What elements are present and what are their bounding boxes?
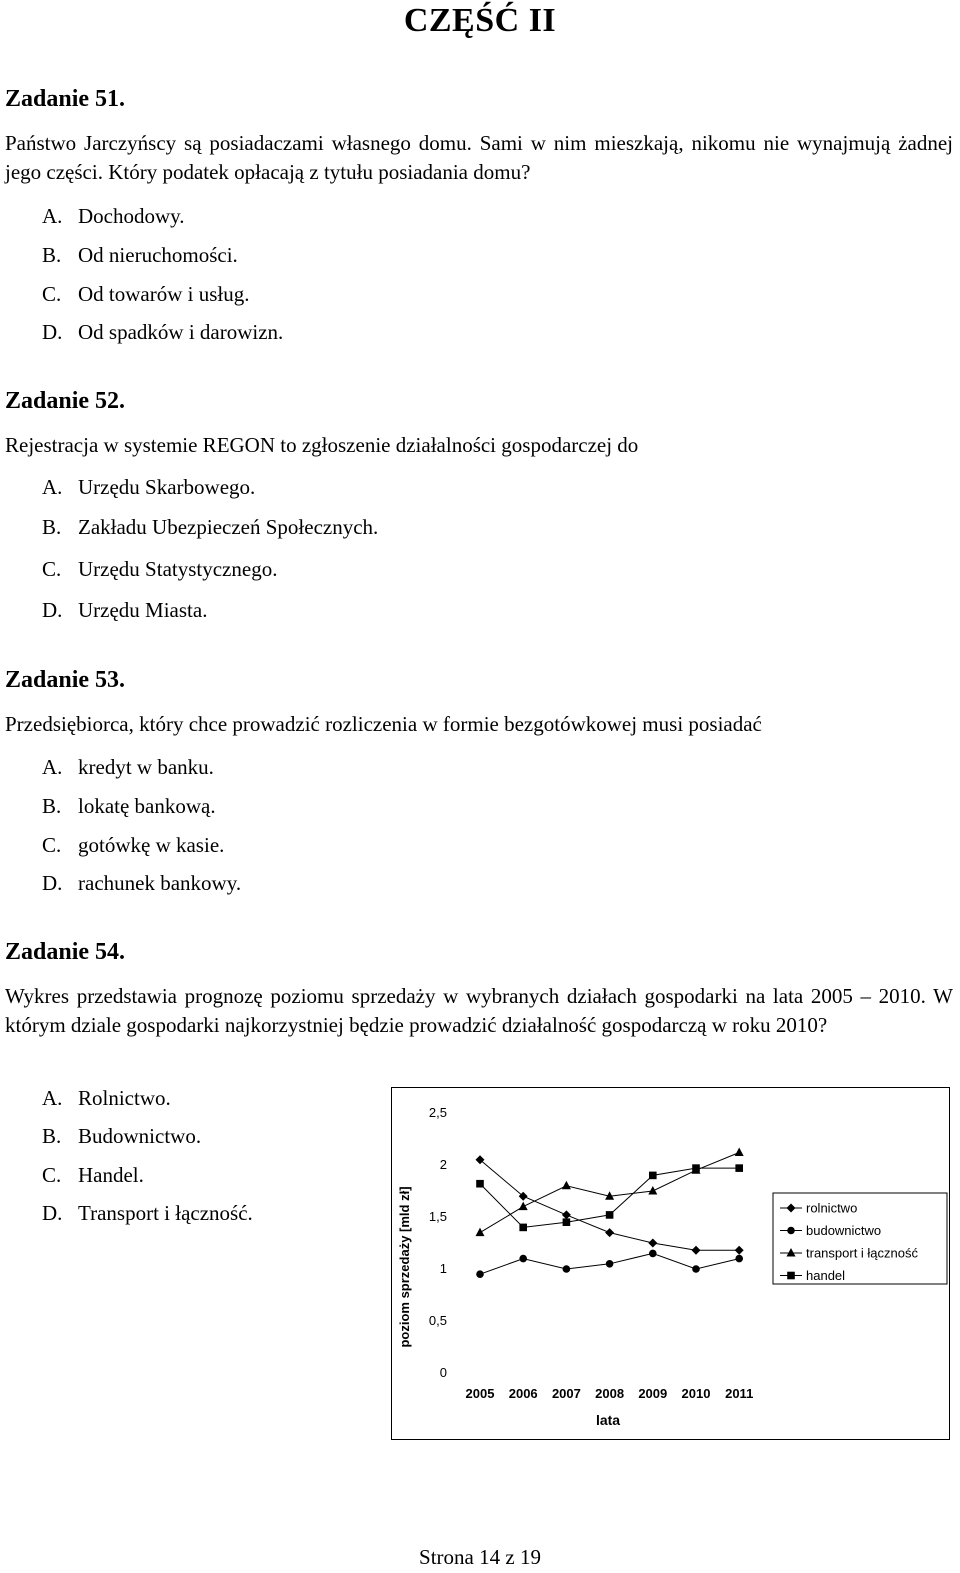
x-tick-label: 2008 [595,1386,625,1401]
option-text: Od spadków i darowizn. [78,320,284,344]
chart-legend [773,1193,947,1284]
circle-marker [606,1260,614,1268]
option-letter: B. [42,1124,62,1148]
square-marker [476,1180,484,1188]
option-text: Urzędu Statystycznego. [78,557,278,581]
y-tick-label: 0,5 [428,1313,447,1328]
option-letter: C. [42,557,62,581]
option-letter: D. [42,871,63,895]
task-54-option-b[interactable] [42,1124,201,1149]
part-title: CZĘŚĆ II [403,2,557,39]
x-axis-title: lata [595,1412,621,1428]
option-letter: B. [42,243,62,267]
square-marker [606,1211,614,1219]
legend-frame [773,1193,947,1284]
option-letter: D. [42,320,63,344]
option-text: Urzędu Miasta. [78,598,208,622]
task-51-question: Państwo Jarczyńscy są posiadaczami własnego domu. Sami w nim mieszkają, nikomu nie wynajmują żadnej jego części. Który podatek opłacają z tytułu posiadania domu? [5,131,953,184]
y-tick-label: 1,5 [428,1209,447,1224]
circle-marker [519,1255,527,1263]
x-tick-label: 2007 [551,1386,581,1401]
option-text: Transport i łączność. [78,1201,253,1225]
task-51-option-a[interactable] [42,204,185,229]
option-text: Urzędu Skarbowego. [78,475,256,499]
option-text: Handel. [78,1163,144,1187]
option-text: rachunek bankowy. [78,871,242,895]
x-tick-label: 2010 [681,1386,711,1401]
task-53-option-b[interactable] [42,794,216,819]
option-letter: B. [42,794,62,818]
option-letter: A. [42,755,63,779]
square-marker [519,1224,527,1232]
option-text: Od towarów i usług. [78,282,250,306]
task-53-question: Przedsiębiorca, który chce prowadzić rozliczenia w formie bezgotówkowej musi posiadać [5,712,762,736]
x-tick-label: 2011 [725,1386,754,1401]
legend-label: rolnictwo [806,1200,858,1216]
circle-marker [476,1270,484,1278]
option-text: lokatę bankową. [78,794,216,818]
option-text: Od nieruchomości. [78,243,238,267]
circle-marker [735,1255,743,1263]
option-letter: A. [42,475,63,499]
square-marker [563,1218,571,1226]
option-text: Rolnictwo. [78,1086,171,1110]
task-52-option-a[interactable] [42,475,255,500]
task-51-option-c[interactable] [42,282,250,307]
option-letter: A. [42,1086,63,1110]
task-51-option-d[interactable] [42,320,283,345]
circle-marker [649,1250,657,1258]
y-tick-label: 0 [439,1365,447,1380]
option-letter: C. [42,1163,62,1187]
option-letter: D. [42,1201,63,1225]
x-tick-label: 2005 [465,1386,495,1401]
square-marker [649,1172,657,1180]
task-52-heading: Zadanie 52. [5,388,126,414]
task-54-heading: Zadanie 54. [5,939,126,965]
task-52-option-c[interactable] [42,557,277,582]
option-text: kredyt w banku. [78,755,214,779]
option-text: Dochodowy. [78,204,185,228]
option-text: Budownictwo. [78,1124,202,1148]
y-tick-label: 1 [439,1261,447,1276]
task-53-option-c[interactable] [42,833,224,858]
task-53-option-d[interactable] [42,871,241,896]
x-tick-label: 2009 [638,1386,668,1401]
option-letter: D. [42,598,63,622]
legend-label: transport i łączność [806,1245,918,1261]
task-52-option-d[interactable] [42,598,207,623]
option-letter: B. [42,515,62,539]
legend-label: budownictwo [806,1223,882,1238]
task-54-question: Wykres przedstawia prognozę poziomu sprzedaży w wybranych działach gospodarki na lata 2005 – 2010. W którym dziale gospodarki najkorzystniej będzie prowadzić działalność gospodarczą w roku 2010? [5,984,953,1037]
x-tick-label: 2006 [508,1386,538,1401]
task-54-option-c[interactable] [42,1163,144,1188]
sales-forecast-chart [391,1087,951,1447]
y-tick-label: 2,5 [428,1105,447,1120]
circle-marker [787,1227,795,1235]
task-53-option-a[interactable] [42,755,214,780]
task-54-option-d[interactable] [42,1201,253,1226]
chart-svg [391,1087,951,1442]
task-51-heading: Zadanie 51. [5,86,126,112]
legend-label: handel [806,1268,846,1283]
y-tick-label: 2 [439,1157,447,1172]
task-52-question: Rejestracja w systemie REGON to zgłoszenie działalności gospodarczej do [5,433,639,457]
circle-marker [563,1265,571,1273]
square-marker [692,1164,700,1172]
option-text: gotówkę w kasie. [78,833,225,857]
circle-marker [692,1265,700,1273]
option-letter: C. [42,833,62,857]
square-marker [787,1272,795,1280]
task-51-option-b[interactable] [42,243,238,268]
task-53-heading: Zadanie 53. [5,667,126,693]
task-54-option-a[interactable] [42,1086,171,1111]
option-text: Zakładu Ubezpieczeń Społecznych. [78,515,379,539]
page-footer: Strona 14 z 19 [419,1545,541,1569]
option-letter: C. [42,282,62,306]
y-axis-title: poziom sprzedaży [mld zł] [397,1186,412,1348]
square-marker [735,1164,743,1172]
x-ticks [466,1386,754,1401]
task-52-option-b[interactable] [42,515,378,540]
option-letter: A. [42,204,63,228]
